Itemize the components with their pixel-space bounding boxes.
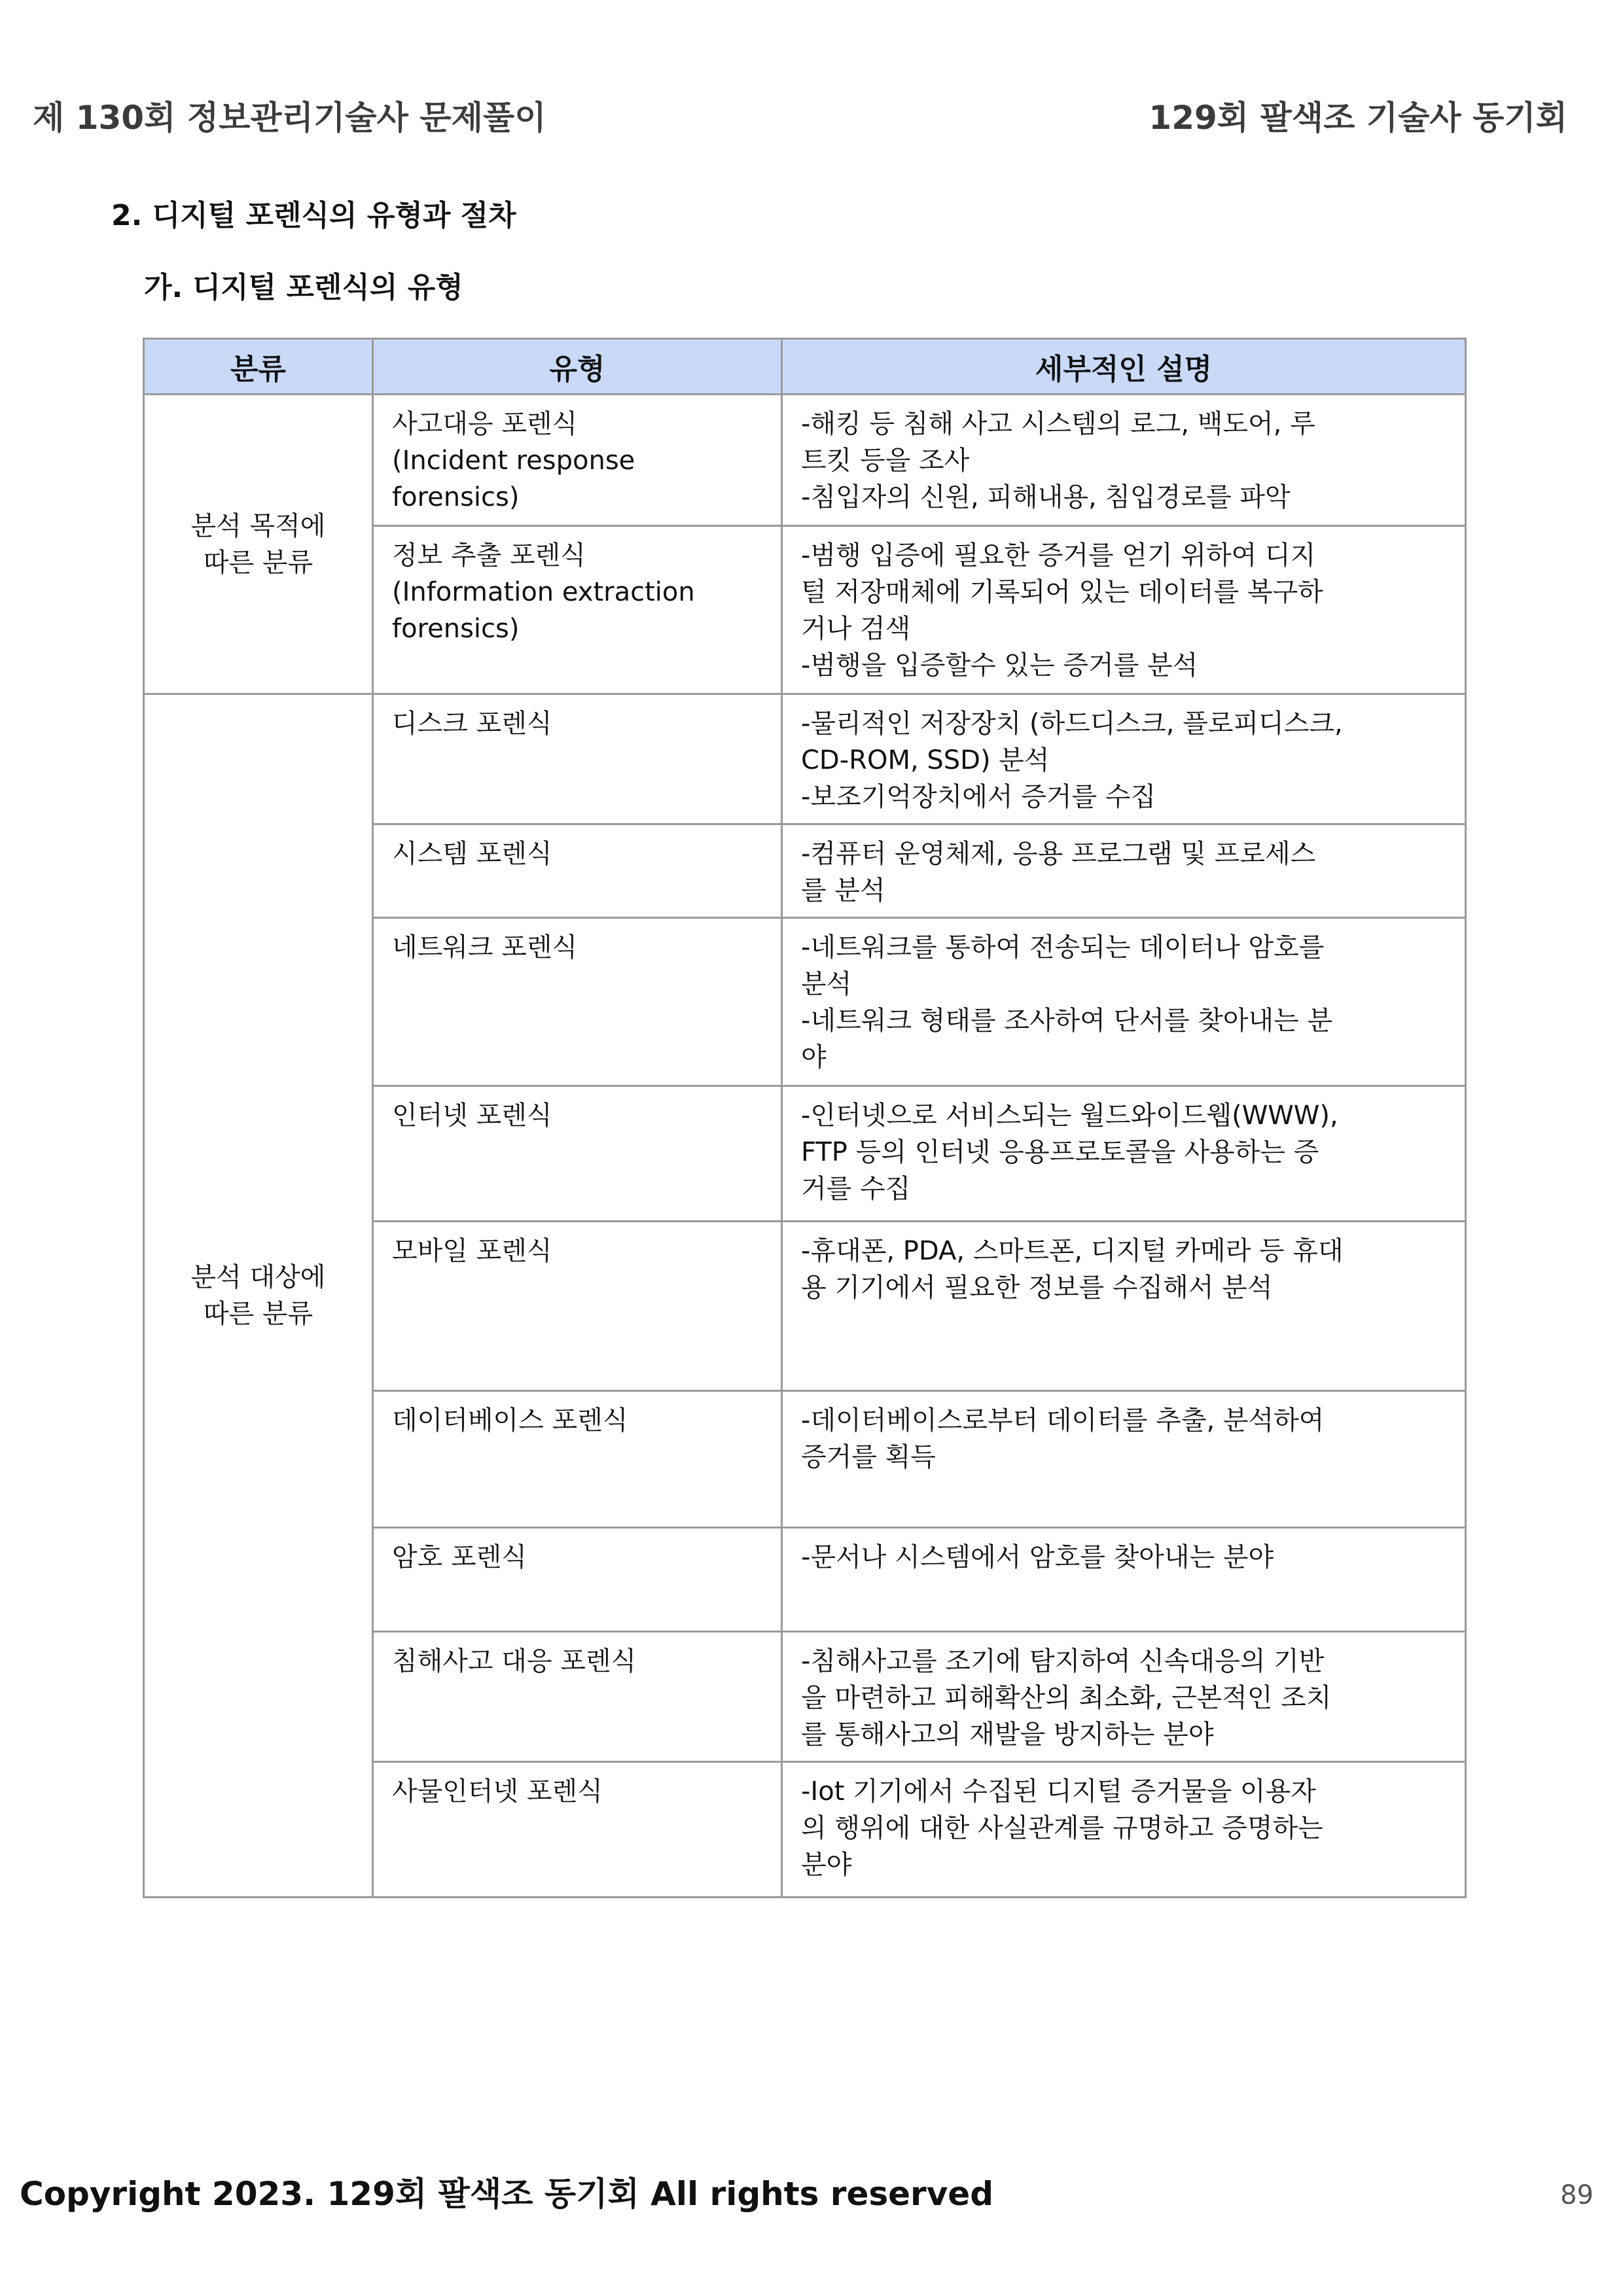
type-line: 침해사고 대응 포렌식 [392, 1646, 637, 1676]
description-line: -데이터베이스로부터 데이터를 추출, 분석하여 [801, 1405, 1325, 1436]
description-line: -네트워크 형태를 조사하여 단서를 찾아내는 분 [801, 1006, 1333, 1036]
description-line: -범행 입증에 필요한 증거를 얻기 위하여 디지 [801, 540, 1316, 571]
table-row [144, 694, 1466, 824]
description-line: 증거를 획득 [801, 1442, 936, 1472]
type-line: 사고대응 포렌식 [392, 409, 578, 439]
page-number: 89 [1560, 2180, 1594, 2210]
description-line: -보조기억장치에서 증거를 수집 [801, 782, 1156, 812]
category-label-line: 따른 분류 [203, 1299, 313, 1329]
description-line: 분야 [801, 1850, 852, 1880]
page-header-left: 제 130회 정보관리기술사 문제풀이 [33, 99, 546, 137]
type-line: 인터넷 포렌식 [392, 1101, 552, 1131]
description-line: -컴퓨터 운영체제, 응용 프로그램 및 프로세스 [801, 839, 1316, 869]
description-cell [782, 694, 1466, 824]
type-cell [373, 1391, 782, 1528]
type-cell [373, 1528, 782, 1632]
category-label-line: 분석 목적에 [190, 510, 326, 541]
category-cell [144, 694, 373, 1898]
type-line: forensics) [392, 482, 520, 512]
type-cell [373, 1762, 782, 1898]
description-line: 거를 수집 [801, 1174, 911, 1204]
description-line: -침해사고를 조기에 탐지하여 신속대응의 기반 [801, 1646, 1325, 1676]
table-row [144, 395, 1466, 526]
description-cell [782, 1528, 1466, 1632]
section-title: 2. 디지털 포렌식의 유형과 절차 [111, 199, 516, 232]
description-line: 을 마련하고 피해확산의 최소화, 근본적인 조치 [801, 1683, 1332, 1713]
type-cell [373, 526, 782, 694]
description-cell [782, 918, 1466, 1086]
category-cell [144, 395, 373, 694]
description-cell [782, 824, 1466, 918]
description-line: -네트워크를 통하여 전송되는 데이터나 암호를 [801, 932, 1325, 963]
category-label-line: 분석 대상에 [190, 1262, 326, 1292]
type-line: 정보 추출 포렌식 [392, 540, 586, 571]
description-line: 의 행위에 대한 사실관계를 규명하고 증명하는 [801, 1813, 1323, 1843]
type-line: 데이터베이스 포렌식 [392, 1405, 628, 1436]
header-type: 유형 [373, 339, 782, 395]
type-line: (Incident response [392, 446, 635, 476]
type-cell [373, 824, 782, 918]
description-line: -휴대폰, PDA, 스마트폰, 디지털 카메라 등 휴대 [801, 1236, 1344, 1266]
type-line: 디스크 포렌식 [392, 709, 552, 739]
description-line: -인터넷으로 서비스되는 월드와이드웹(WWW), [801, 1101, 1338, 1131]
description-cell [782, 526, 1466, 694]
type-cell [373, 918, 782, 1086]
type-line: 사물인터넷 포렌식 [392, 1776, 603, 1807]
header-description: 세부적인 설명 [782, 339, 1466, 395]
description-line: CD-ROM, SSD) 분석 [801, 745, 1050, 775]
type-line: 네트워크 포렌식 [392, 932, 578, 963]
type-line: forensics) [392, 614, 520, 644]
description-line: 용 기기에서 필요한 정보를 수집해서 분석 [801, 1273, 1273, 1303]
description-cell [782, 1086, 1466, 1222]
description-line: 를 통해사고의 재발을 방지하는 분야 [801, 1720, 1214, 1750]
type-cell [373, 1222, 782, 1391]
type-line: 시스템 포렌식 [392, 839, 552, 869]
type-cell [373, 1086, 782, 1222]
type-cell [373, 694, 782, 824]
description-line: -범행을 입증할수 있는 증거를 분석 [801, 650, 1198, 680]
description-line: 야 [801, 1042, 827, 1072]
description-line: 분석 [801, 969, 852, 999]
description-cell [782, 395, 1466, 526]
description-cell [782, 1632, 1466, 1762]
description-cell [782, 1222, 1466, 1391]
type-line: (Information extraction [392, 577, 695, 607]
type-cell [373, 1632, 782, 1762]
description-cell [782, 1762, 1466, 1898]
description-line: -문서나 시스템에서 암호를 찾아내는 분야 [801, 1542, 1274, 1572]
category-label-line: 따른 분류 [203, 547, 313, 578]
forensics-types-table [143, 338, 1467, 1898]
header-category: 분류 [144, 339, 373, 395]
description-line: -Iot 기기에서 수집된 디지털 증거물을 이용자 [801, 1776, 1316, 1807]
type-line: 암호 포렌식 [392, 1542, 527, 1572]
description-line: -물리적인 저장장치 (하드디스크, 플로피디스크, [801, 709, 1343, 739]
description-line: FTP 등의 인터넷 응용프로토콜을 사용하는 증 [801, 1137, 1319, 1167]
type-cell [373, 395, 782, 526]
description-line: 를 분석 [801, 875, 885, 906]
description-line: 털 저장매체에 기록되어 있는 데이터를 복구하 [801, 577, 1323, 607]
description-line: -해킹 등 침해 사고 시스템의 로그, 백도어, 루 [801, 409, 1315, 439]
type-line: 모바일 포렌식 [392, 1236, 552, 1266]
table-header-row [144, 339, 1466, 395]
page-header-right: 129회 팔색조 기술사 동기회 [1149, 99, 1567, 137]
section-subtitle: 가. 디지털 포렌식의 유형 [144, 271, 463, 304]
description-line: 거나 검색 [801, 614, 911, 644]
description-line: -침입자의 신원, 피해내용, 침입경로를 파악 [801, 482, 1291, 512]
description-line: 트킷 등을 조사 [801, 446, 970, 476]
copyright-notice: Copyright 2023. 129회 팔색조 동기회 All rights reserved [20, 2175, 994, 2213]
description-cell [782, 1391, 1466, 1528]
